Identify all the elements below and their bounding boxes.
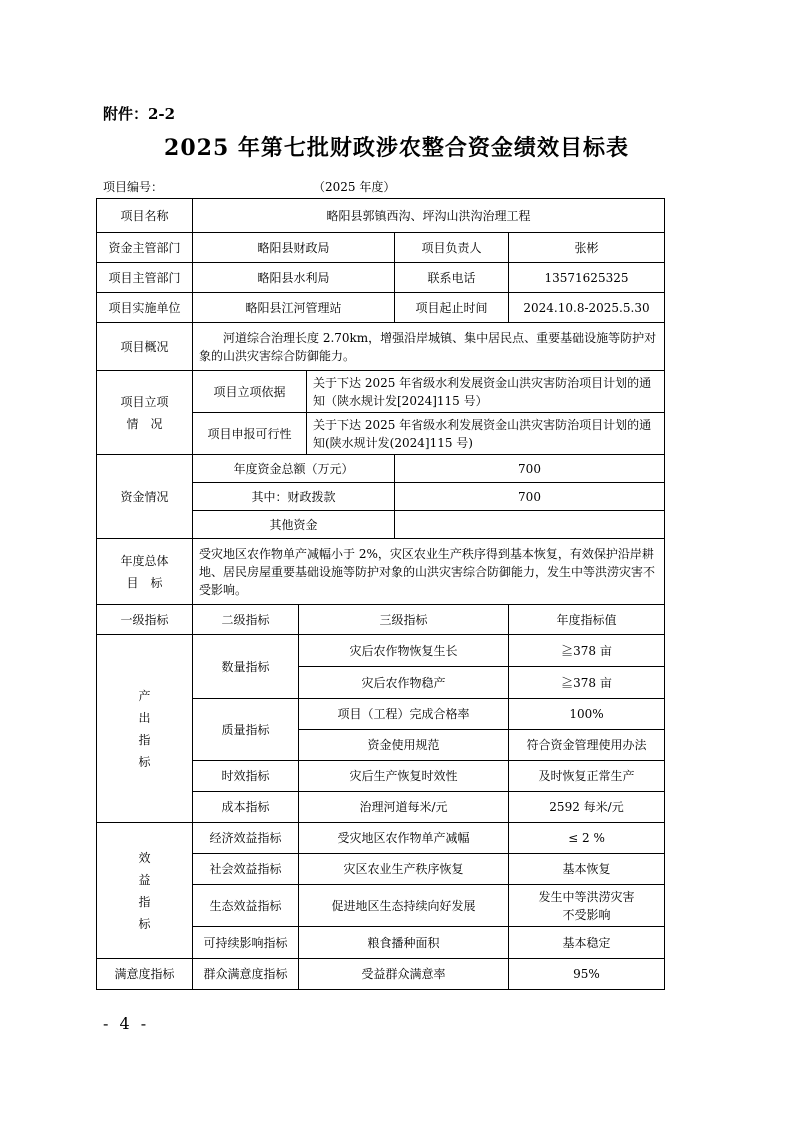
output-char-2: 出 — [138, 710, 151, 725]
funds-total-value: 700 — [395, 455, 664, 483]
proj-dept-value: 略阳县水利局 — [193, 263, 395, 293]
header-annual-value: 年度指标值 — [509, 605, 664, 635]
eco-value — [509, 885, 664, 927]
goal-text: 受灾地区农作物单产减幅小于 2%，灾区农业生产秩序得到基本恢复，有效保护沿岸耕地、居民房屋重要基础设施等防护对象的山洪灾害综合防御能力，发生中等洪涝灾害不受影响。 — [193, 539, 664, 605]
output-char-3: 指 — [138, 732, 151, 747]
time-indicator-label: 时效指标 — [193, 761, 299, 792]
q2-name: 灾后农作物稳产 — [299, 667, 509, 699]
q1-name: 灾后农作物恢复生长 — [299, 635, 509, 667]
benefit-char-2: 益 — [138, 872, 151, 887]
phone-label: 联系电话 — [395, 263, 509, 293]
econ-indicator-label: 经济效益指标 — [193, 823, 299, 854]
overview-label: 项目概况 — [97, 323, 193, 371]
eco-name: 促进地区生态持续向好发展 — [299, 885, 509, 927]
approval-label-line1: 项目立项 — [120, 394, 169, 409]
year-label: （2025 年度） — [313, 180, 396, 194]
ql2-name: 资金使用规范 — [299, 730, 509, 761]
cost-name: 治理河道每米/元 — [299, 792, 509, 823]
funds-other-value — [395, 511, 664, 539]
benefit-char-4: 标 — [138, 916, 151, 931]
header-level3: 三级指标 — [299, 605, 509, 635]
period-label: 项目起止时间 — [395, 293, 509, 323]
fund-dept-label: 资金主管部门 — [97, 233, 193, 263]
time-value: 及时恢复正常生产 — [509, 761, 664, 792]
output-char-1: 产 — [138, 688, 151, 703]
ql1-value: 100% — [509, 699, 664, 730]
eco-indicator-label: 生态效益指标 — [193, 885, 299, 927]
benefit-char-3: 指 — [138, 894, 151, 909]
funds-other-label: 其他资金 — [193, 511, 395, 539]
feasibility-label: 项目申报可行性 — [193, 413, 307, 455]
page-number: - 4 - — [103, 1014, 150, 1033]
cost-value: 2592 每米/元 — [509, 792, 664, 823]
funds-total-label: 年度资金总额（万元） — [193, 455, 395, 483]
impl-label: 项目实施单位 — [97, 293, 193, 323]
header-level2: 二级指标 — [193, 605, 299, 635]
sustain-name: 粮食播种面积 — [299, 927, 509, 959]
quality-indicator-label: 质量指标 — [193, 699, 299, 761]
fund-dept-value: 略阳县财政局 — [193, 233, 395, 263]
quantity-indicator-label: 数量指标 — [193, 635, 299, 699]
satisfaction-value: 95% — [573, 967, 600, 981]
goal-label-line1: 年度总体 — [120, 553, 169, 568]
header-level1: 一级指标 — [97, 605, 193, 635]
basis-label: 项目立项依据 — [193, 371, 307, 413]
phone-value: 13571625325 — [509, 263, 664, 293]
social-indicator-label: 社会效益指标 — [193, 854, 299, 885]
period-value: 2024.10.8-2025.5.30 — [509, 293, 664, 323]
sustain-indicator-label: 可持续影响指标 — [193, 927, 299, 959]
eco-value-line2: 不受影响 — [562, 907, 611, 922]
output-char-4: 标 — [138, 754, 151, 769]
impl-value: 略阳县江河管理站 — [193, 293, 395, 323]
q1-value: ≧378 亩 — [509, 635, 664, 667]
social-name: 灾区农业生产秩序恢复 — [299, 854, 509, 885]
overview-cell — [193, 323, 664, 371]
leader-label: 项目负责人 — [395, 233, 509, 263]
feasibility-value: 关于下达 2025 年省级水利发展资金山洪灾害防治项目计划的通知(陕水规计发(2024]115 号) — [307, 413, 664, 455]
ql1-name: 项目（工程）完成合格率 — [299, 699, 509, 730]
econ-value: ≤ 2 % — [509, 823, 664, 854]
leader-value: 张彬 — [509, 233, 664, 263]
attachment-label: 附件：2-2 — [103, 105, 176, 123]
output-indicator-label — [97, 635, 193, 823]
econ-name: 受灾地区农作物单产减幅 — [299, 823, 509, 854]
benefit-indicator-label — [97, 823, 193, 959]
benefit-char-1: 效 — [138, 850, 151, 865]
ql2-value: 符合资金管理使用办法 — [509, 730, 664, 761]
overview-text: 河道综合治理长度 2.70km，增强沿岸城镇、集中居民点、重要基础设施等防护对象的山洪灾害综合防御能力。 — [199, 330, 657, 363]
satisfaction-sub-label: 群众满意度指标 — [193, 959, 299, 989]
funds-fiscal-value: 700 — [395, 483, 664, 511]
goal-label-line2: 目 标 — [126, 575, 163, 590]
funds-fiscal-label: 其中：财政拨款 — [193, 483, 395, 511]
sustain-value: 基本稳定 — [509, 927, 664, 959]
name-value: 略阳县郭镇西沟、坪沟山洪沟治理工程 — [193, 199, 664, 233]
eco-value-line1: 发生中等洪涝灾害 — [538, 889, 635, 904]
name-label: 项目名称 — [97, 199, 193, 233]
cost-indicator-label: 成本指标 — [193, 792, 299, 823]
proj-dept-label: 项目主管部门 — [97, 263, 193, 293]
satisfaction-label: 满意度指标 — [97, 959, 193, 989]
q2-value: ≧378 亩 — [509, 667, 664, 699]
performance-table — [96, 198, 665, 990]
time-name: 灾后生产恢复时效性 — [299, 761, 509, 792]
approval-label-line2: 情 况 — [126, 416, 163, 431]
goal-label — [97, 539, 193, 605]
funds-label: 资金情况 — [97, 455, 193, 539]
project-number-label: 项目编号： — [103, 180, 164, 194]
satisfaction-name: 受益群众满意率 — [299, 959, 509, 989]
approval-label — [97, 371, 193, 455]
basis-value: 关于下达 2025 年省级水利发展资金山洪灾害防治项目计划的通知（陕水规计发[2024]115 号） — [307, 371, 664, 413]
page-title: 2025 年第七批财政涉农整合资金绩效目标表 — [164, 135, 629, 161]
social-value: 基本恢复 — [509, 854, 664, 885]
